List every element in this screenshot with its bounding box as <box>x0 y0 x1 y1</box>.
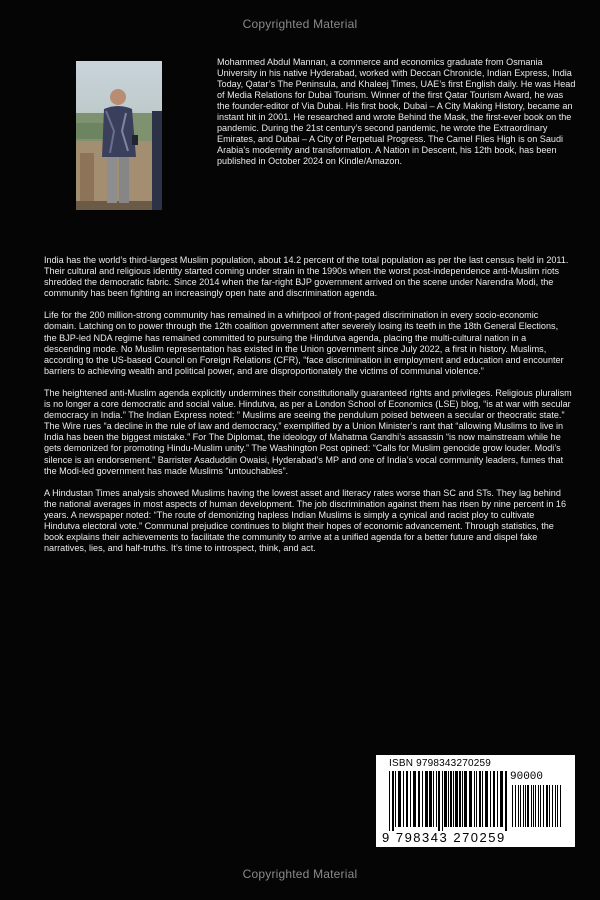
barcode-bar <box>518 785 519 827</box>
barcode-bar <box>538 785 539 827</box>
ean-barcode <box>388 771 508 831</box>
barcode-bar <box>505 771 507 831</box>
book-description <box>44 255 572 565</box>
barcode-bar <box>540 785 541 827</box>
barcode-bar <box>392 771 394 831</box>
barcode-bar <box>490 771 491 827</box>
description-paragraph: India has the world’s third-largest Muslim population, about 14.2 percent of the total population as per the last census held in 2011. Their cultural and religious identity started coming under strain in the 1990s when the worst post-independence anti-Muslim riots shredded the democratic fabric. Since 2014 when the far-right BJP government arrived on the scene under Narendra Modi, the community has been fighting an increasingly open hate and discrimination agenda. <box>44 255 569 299</box>
barcode-bar <box>453 771 454 827</box>
barcode-bar <box>398 771 401 827</box>
barcode-bar <box>422 771 423 827</box>
barcode-bar <box>527 785 529 827</box>
barcode-bar <box>410 771 411 827</box>
barcode-bar <box>523 785 524 827</box>
barcode-bar <box>546 785 548 827</box>
barcode-bar <box>469 771 472 827</box>
isbn-digits: 9 798343 270259 <box>382 830 506 845</box>
price-addon-barcode <box>511 785 563 831</box>
barcode-bar <box>429 771 432 827</box>
description-paragraph: The heightened anti-Muslim agenda explicitly undermines their constitutionally guaranteed rights and privileges. Religious pluralism is no longer a core democratic and social value. Hindutva, as per a London School of Economics (LSE) blog, “is at war with secular democracy in India.” The Indian Express noted: ” Muslims are seeing the pendulum poised between a secular or theocratic state.” The Wire rues “a decline in the rule of law and democracy,” exemplified by a Union Minister’s rant that “allowing Muslims to live in India has been the biggest mistake.” For The Diplomat, the ideology of Mahatma Gandhi’s assassin “is now mainstream while he gets demonized for promoting Hindu-Muslim unity.” The Washington Post opined: “Calls for Muslim genocide grow louder. Modi’s silence is an endorsement.” Barrister Asaduddin Owaisi, Hyderabad’s MP and one of India’s vocal community leaders, fumes that the Modi-led government has made Muslims “untouchables”. <box>44 387 572 476</box>
barcode-bar <box>485 771 488 827</box>
barcode-bar <box>479 771 481 827</box>
barcode-bar <box>448 771 449 827</box>
barcode-bar <box>482 771 483 827</box>
barcode-bar <box>395 771 396 827</box>
barcode-bar <box>406 771 408 827</box>
barcode-bar <box>418 771 420 827</box>
barcode-bar <box>531 785 532 827</box>
isbn-label: ISBN 9798343270259 <box>389 758 492 769</box>
barcode-bar <box>555 785 556 827</box>
barcode-bar <box>533 785 534 827</box>
description-paragraph: Life for the 200 million-strong community has remained in a whirlpool of front-paged discrimination in every socio-economic domain. Latching on to power through the 12th coalition government after severely losing its teeth in the 18th General Elections, the BJP-led NDA regime has remained committed to pursuing the Hindutva agenda, placing the multi-cultural nation in a descending mode. No Muslim representation has existed in the Union government since July 2022, a first in history. Muslims, according to the US-based Council on Foreign Relations (CFR), “face discrimination in employment and education and encounter barriers to achieving wealth and political power, and are disproportionately the victims of communal violence.” <box>44 310 564 376</box>
copyright-watermark-top: Copyrighted Material <box>242 17 358 31</box>
barcode-bar <box>500 771 503 827</box>
barcode-bar <box>543 785 544 827</box>
barcode-bar <box>425 771 428 827</box>
barcode-bar <box>403 771 404 827</box>
barcode-bar <box>450 771 452 827</box>
barcode-bar <box>462 771 463 827</box>
barcode-bar <box>444 771 447 827</box>
barcode-bar <box>459 771 461 827</box>
description-paragraph: A Hindustan Times analysis showed Muslims having the lowest asset and literacy rates worse than SC and STs. They lag behind the national averages in most aspects of human development. The job discrimination against them has risen by nine percent in 16 years. A newspaper noted: “The route of demonizing hapless Indian Muslims is simply a cynical and racist ploy to cultivate Hindutva electoral vote.” Communal prejudice continues to blight their hopes of economic advancement. Through statistics, the book explains their achievements to facilitate the community to arrive at a unified agenda for a better future and dispel fake narratives, lies, and half-truths. It’s time to introspect, think, and act. <box>44 487 567 554</box>
barcode-bar <box>520 785 521 827</box>
barcode-bar <box>438 771 440 831</box>
copyright-watermark-bottom: Copyrighted Material <box>242 867 358 881</box>
barcode-bar <box>497 771 498 827</box>
author-photo-image <box>76 61 162 210</box>
barcode-bar <box>474 771 475 827</box>
barcode-bar <box>389 771 390 831</box>
barcode-bar <box>515 785 516 827</box>
barcode-bar <box>442 771 443 831</box>
author-photo <box>76 61 162 210</box>
barcode-bar <box>552 785 553 827</box>
isbn-barcode-box <box>376 755 575 847</box>
barcode-bar <box>512 785 513 827</box>
barcode-bar <box>464 771 467 827</box>
price-code: 90000 <box>510 771 544 783</box>
barcode-bar <box>433 771 434 827</box>
barcode-bar <box>535 785 536 827</box>
barcode-bar <box>455 771 458 827</box>
barcode-bar <box>557 785 558 827</box>
barcode-bar <box>560 785 561 827</box>
barcode-bar <box>476 771 477 827</box>
author-bio: Mohammed Abdul Mannan, a commerce and economics graduate from Osmania University in his native Hyderabad, worked with Deccan Chronicle, Indian Express, India Today, Qatar’s The Peninsula, and Khaleej Times, UAE’s first English daily. He was Head of Media Relations for Dubai Tourism. Winner of the first Qatar Tourism Award, he was the founder-editor of Via Dubai. His first book, Dubai – A City Making History, became an instant hit in 2001. He researched and wrote Behind the Mask, the first-ever book on the pandemic. During the 21st century’s second pandemic, he wrote the Extraordinary Emirates, and Dubai – A City of Perpetual Progress. The Camel Flies High is on Saudi Arabia’s modernity and transformation. A Nation in Descent, his 12th book, has been published in October 2024 on Kindle/Amazon. <box>217 57 576 167</box>
barcode-bar <box>549 785 550 827</box>
barcode-bar <box>413 771 416 827</box>
barcode-bar <box>525 785 526 827</box>
barcode-bar <box>493 771 495 827</box>
barcode-bar <box>436 771 437 827</box>
